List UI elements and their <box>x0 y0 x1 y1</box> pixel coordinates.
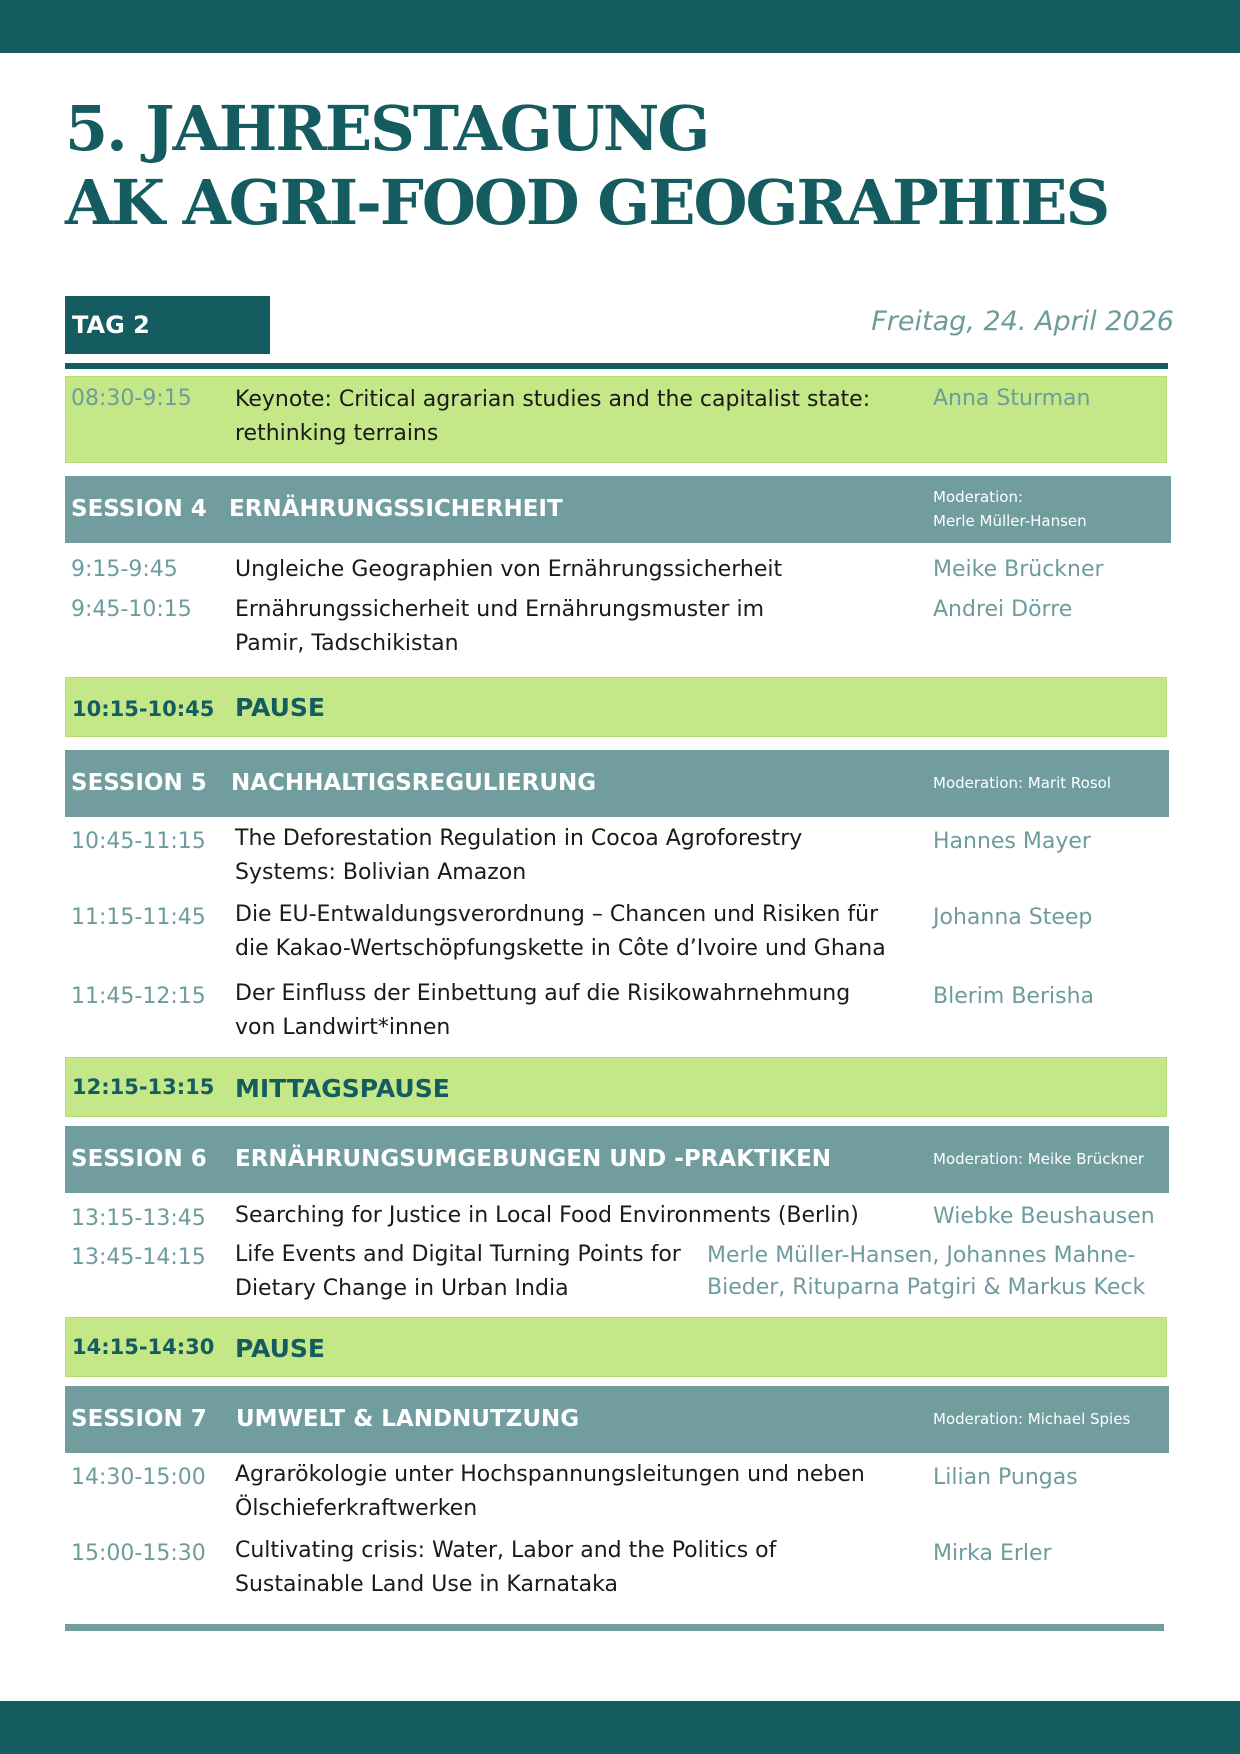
session-5-moderation: Moderation: Marit Rosol <box>933 774 1111 792</box>
pause-1-time: 10:15-10:45 <box>72 697 215 721</box>
session-6-talk-1-title: Searching for Justice in Local Food Environments (Berlin) <box>235 1203 859 1228</box>
session-4-moderation: Moderation: Merle Müller-Hansen <box>933 488 1087 530</box>
pause-row-1 <box>65 677 1167 737</box>
lunch-label: MITTAGSPAUSE <box>235 1074 450 1103</box>
session-7-title: UMWELT & LANDNUTZUNG <box>236 1406 580 1432</box>
session-7-talk-2-speaker: Mirka Erler <box>933 1541 1052 1566</box>
session-5-talk-3-title: Der Einfluss der Einbettung auf die Risikowahrnehmung von Landwirt*innen <box>235 981 851 1040</box>
pause-2-label: PAUSE <box>235 1334 325 1363</box>
session-7-moderation: Moderation: Michael Spies <box>933 1410 1131 1428</box>
session-4-header <box>65 476 1171 543</box>
session-4-talk-1-speaker: Meike Brückner <box>933 557 1104 582</box>
session-4-title: ERNÄHRUNGSSICHERHEIT <box>229 496 563 522</box>
lunch-time: 12:15-13:15 <box>72 1075 215 1099</box>
session-6-moderation: Moderation: Meike Brückner <box>933 1150 1145 1168</box>
lunch-row <box>65 1057 1167 1117</box>
session-7-header <box>65 1386 1169 1453</box>
session-4-talk-2-speaker: Andrei Dörre <box>933 597 1073 622</box>
pause-row-2 <box>65 1317 1167 1377</box>
session-6-label: SESSION 6 <box>71 1146 207 1172</box>
keynote-speaker: Anna Sturman <box>933 386 1091 411</box>
session-5-talk-3-time: 11:45-12:15 <box>71 984 206 1009</box>
session-7-talk-1-time: 14:30-15:00 <box>71 1465 206 1490</box>
session-6-talk-2-time: 13:45-14:15 <box>71 1245 206 1270</box>
session-6-header <box>65 1126 1169 1193</box>
session-4-talk-1-time: 9:15-9:45 <box>71 557 178 582</box>
session-6-title: ERNÄHRUNGSUMGEBUNGEN UND -PRAKTIKEN <box>235 1146 832 1172</box>
event-date: Freitag, 24. April 2026 <box>871 306 1174 337</box>
top-bar <box>0 0 1240 53</box>
session-4-talk-2-time: 9:45-10:15 <box>71 597 192 622</box>
session-5-talk-2-time: 11:15-11:45 <box>71 905 206 930</box>
session-5-title: NACHHALTIGSREGULIERUNG <box>231 770 597 796</box>
footer-divider <box>65 1624 1164 1631</box>
session-7-talk-1-title: Agrarökologie unter Hochspannungsleitungen und neben Ölschieferkraftwerken <box>235 1462 865 1521</box>
title-line-2: AK AGRI-FOOD GEOGRAPHIES <box>65 166 1109 239</box>
session-7-label: SESSION 7 <box>71 1406 207 1432</box>
session-7-talk-1-speaker: Lilian Pungas <box>933 1465 1078 1490</box>
session-5-talk-2-speaker: Johanna Steep <box>933 905 1093 930</box>
pause-2-time: 14:15-14:30 <box>72 1335 215 1359</box>
session-5-label: SESSION 5 <box>71 770 207 796</box>
session-7-talk-2-title: Cultivating crisis: Water, Labor and the Politics of Sustainable Land Use in Karnataka <box>235 1538 777 1597</box>
session-4-talk-2-title: Ernährungssicherheit und Ernährungsmuster im Pamir, Tadschikistan <box>235 597 765 656</box>
session-5-talk-1-speaker: Hannes Mayer <box>933 829 1091 854</box>
session-5-talk-1-time: 10:45-11:15 <box>71 829 206 854</box>
session-5-talk-3-speaker: Blerim Berisha <box>933 984 1094 1009</box>
title-line-1: 5. JAHRESTAGUNG <box>65 92 709 165</box>
session-6-talk-2-speakers: Merle Müller-Hansen, Johannes Mahne- Bieder, Rituparna Patgiri & Markus Keck <box>707 1243 1146 1300</box>
session-5-talk-2-title: Die EU-Entwaldungsverordnung – Chancen und Risiken für die Kakao-Wertschöpfungskette in Côte d’Ivoire und Ghana <box>235 902 886 961</box>
page-title <box>65 92 1108 240</box>
header-divider <box>65 363 1168 369</box>
keynote-time: 08:30-9:15 <box>71 386 192 411</box>
pause-1-label: PAUSE <box>235 693 325 722</box>
session-4-label: SESSION 4 <box>71 496 207 522</box>
session-6-talk-1-time: 13:15-13:45 <box>71 1206 206 1231</box>
session-5-talk-1-title: The Deforestation Regulation in Cocoa Agroforestry Systems: Bolivian Amazon <box>235 826 803 885</box>
session-4-talk-1-title: Ungleiche Geographien von Ernährungssicherheit <box>235 557 783 582</box>
session-6-talk-2-title: Life Events and Digital Turning Points for Dietary Change in Urban India <box>235 1242 681 1301</box>
session-7-talk-2-time: 15:00-15:30 <box>71 1541 206 1566</box>
day-badge: TAG 2 <box>65 296 270 354</box>
bottom-bar <box>0 1701 1240 1754</box>
session-6-talk-1-speaker: Wiebke Beushausen <box>933 1204 1155 1229</box>
session-5-header <box>65 750 1169 817</box>
keynote-title: Keynote: Critical agrarian studies and the capitalist state: rethinking terrains <box>235 387 871 446</box>
